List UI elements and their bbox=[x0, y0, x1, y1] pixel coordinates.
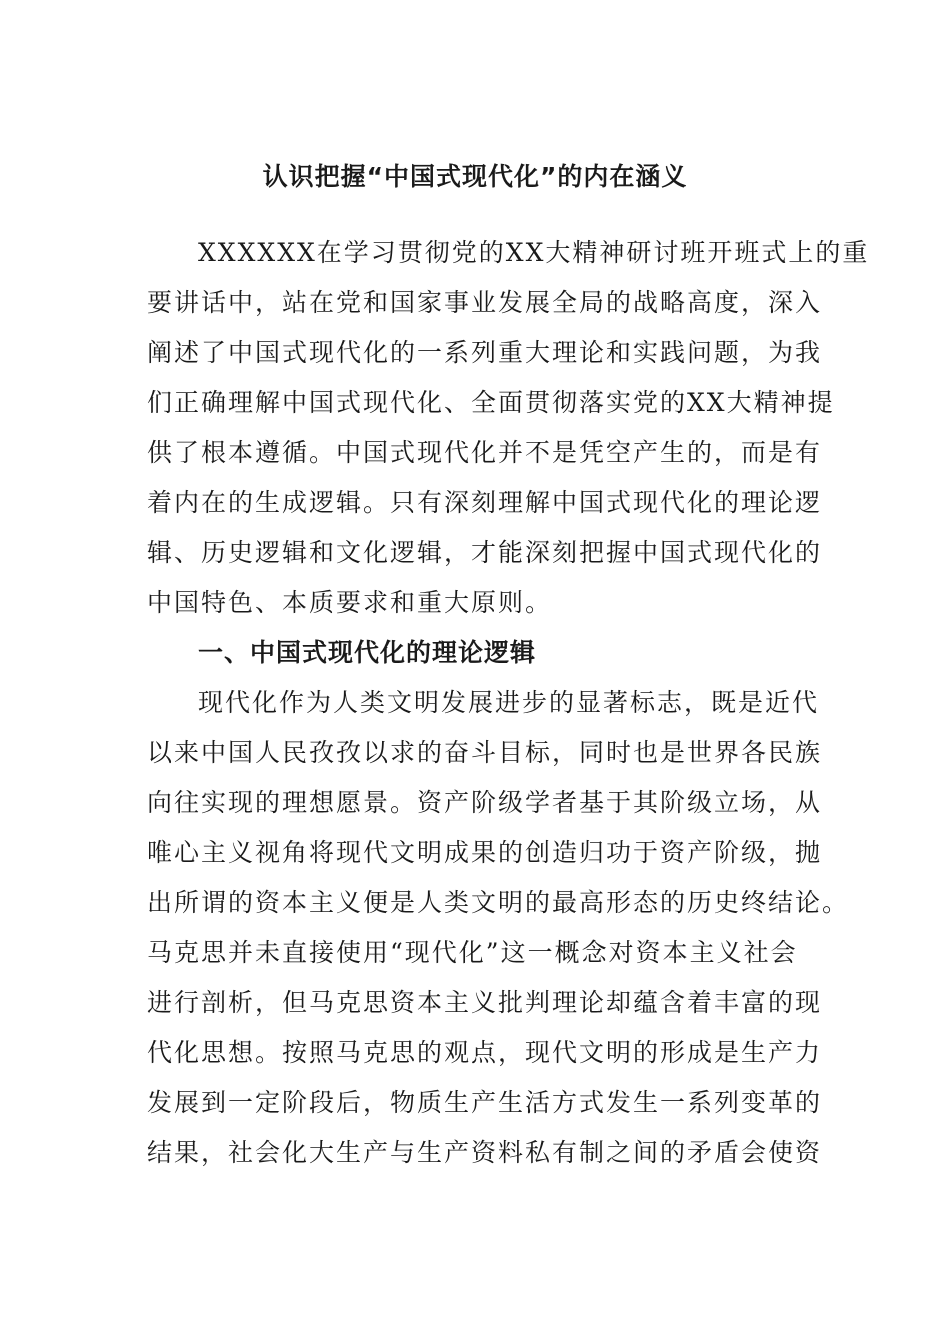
paragraph-line: 唯心主义视角将现代文明成果的创造归功于资产阶级，抛 bbox=[147, 838, 823, 867]
paragraph-line: 向往实现的理想愿景。资产阶级学者基于其阶级立场，从 bbox=[147, 788, 823, 817]
document-title: 认识把握“中国式现代化”的内在涵义 bbox=[262, 162, 688, 191]
paragraph-line: 辑、历史逻辑和文化逻辑，才能深刻把握中国式现代化的 bbox=[147, 538, 823, 567]
paragraph-line: 马克思并未直接使用“现代化”这一概念对资本主义社会 bbox=[147, 938, 798, 967]
paragraph-line: 进行剖析，但马克思资本主义批判理论却蕴含着丰富的现 bbox=[147, 988, 823, 1017]
paragraph-line: 结果，社会化大生产与生产资料私有制之间的矛盾会使资 bbox=[147, 1138, 823, 1167]
paragraph-line: 中国特色、本质要求和重大原则。 bbox=[147, 588, 553, 617]
paragraph-line: 供了根本遵循。中国式现代化并不是凭空产生的，而是有 bbox=[147, 438, 823, 467]
paragraph-line: 代化思想。按照马克思的观点，现代文明的形成是生产力 bbox=[147, 1038, 823, 1067]
paragraph-line: 着内在的生成逻辑。只有深刻理解中国式现代化的理论逻 bbox=[147, 488, 823, 517]
paragraph-line: 阐述了中国式现代化的一系列重大理论和实践问题，为我 bbox=[147, 338, 823, 367]
paragraph-line: 们正确理解中国式现代化、全面贯彻落实党的XX大精神提 bbox=[147, 388, 835, 417]
paragraph-line: 要讲话中，站在党和国家事业发展全局的战略高度，深入 bbox=[147, 288, 823, 317]
paragraph-line: 出所谓的资本主义便是人类文明的最高形态的历史终结论。 bbox=[147, 888, 850, 917]
paragraph-line: XXXXXX在学习贯彻党的XX大精神研讨班开班式上的重 bbox=[198, 238, 870, 267]
paragraph-line: 发展到一定阶段后，物质生产生活方式发生一系列变革的 bbox=[147, 1088, 823, 1117]
paragraph-line: 现代化作为人类文明发展进步的显著标志，既是近代 bbox=[198, 688, 820, 717]
section-heading: 一、中国式现代化的理论逻辑 bbox=[198, 638, 537, 667]
paragraph-line: 以来中国人民孜孜以求的奋斗目标，同时也是世界各民族 bbox=[147, 738, 823, 767]
